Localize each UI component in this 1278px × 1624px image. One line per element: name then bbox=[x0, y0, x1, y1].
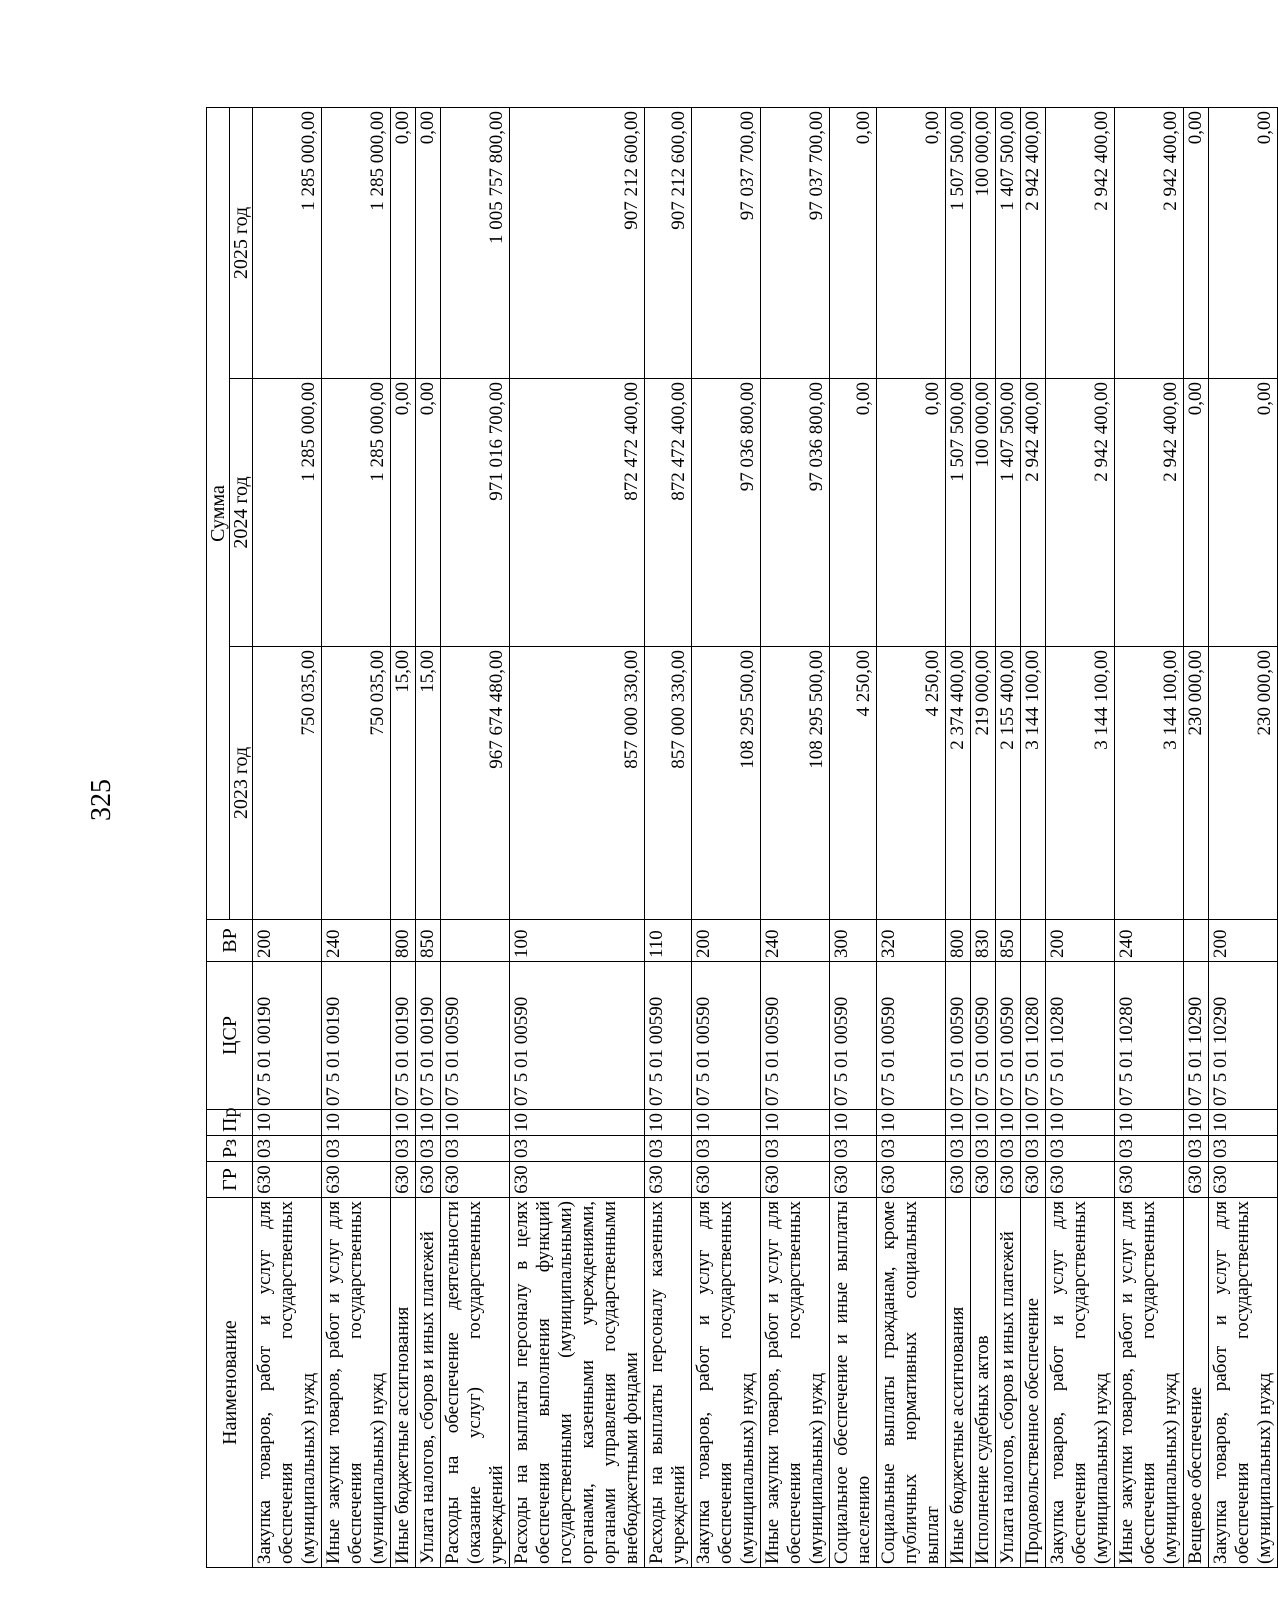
row-sum-2025: 97 037 700,00 bbox=[692, 107, 761, 378]
table-row bbox=[946, 107, 971, 1567]
row-vr: 800 bbox=[391, 920, 416, 962]
row-pr: 10 bbox=[1046, 1110, 1115, 1136]
row-sum-2024: 0,00 bbox=[877, 379, 946, 647]
row-sum-2023: 967 674 480,00 bbox=[441, 647, 510, 920]
row-rz: 03 bbox=[761, 1136, 830, 1162]
row-vr: 200 bbox=[1209, 920, 1278, 962]
row-sum-2025: 0,00 bbox=[391, 107, 416, 378]
header-sum: Сумма bbox=[207, 107, 230, 919]
row-csr: 07 5 01 00190 bbox=[416, 962, 441, 1110]
row-rz: 03 bbox=[946, 1136, 971, 1162]
row-name: Социальное обеспечение и иные выплаты населению bbox=[830, 1198, 877, 1568]
row-vr: 200 bbox=[1046, 920, 1115, 962]
row-sum-2025: 0,00 bbox=[830, 107, 877, 378]
row-sum-2024: 971 016 700,00 bbox=[441, 379, 510, 647]
table-row bbox=[510, 107, 645, 1567]
row-sum-2025: 2 942 400,00 bbox=[1046, 107, 1115, 378]
row-gr: 630 bbox=[996, 1162, 1021, 1198]
row-sum-2025: 0,00 bbox=[416, 107, 441, 378]
row-vr: 240 bbox=[322, 920, 391, 962]
row-rz: 03 bbox=[441, 1136, 510, 1162]
row-sum-2024: 872 472 400,00 bbox=[510, 379, 645, 647]
row-name: Социальные выплаты гражданам, кроме публичных нормативных социальных выплат bbox=[877, 1198, 946, 1568]
row-pr: 10 bbox=[1209, 1110, 1278, 1136]
row-rz: 03 bbox=[1115, 1136, 1184, 1162]
row-sum-2025: 1 285 000,00 bbox=[253, 107, 322, 378]
row-vr: 200 bbox=[692, 920, 761, 962]
row-gr: 630 bbox=[1046, 1162, 1115, 1198]
row-sum-2024: 0,00 bbox=[1184, 379, 1209, 647]
row-pr: 10 bbox=[877, 1110, 946, 1136]
row-csr: 07 5 01 10290 bbox=[1209, 962, 1278, 1110]
row-sum-2025: 1 407 500,00 bbox=[996, 107, 1021, 378]
row-name: Иные бюджетные ассигнования bbox=[391, 1198, 416, 1568]
row-name: Расходы на обеспечение деятельности (оказание услуг) государственных учреждений bbox=[441, 1198, 510, 1568]
row-rz: 03 bbox=[830, 1136, 877, 1162]
row-pr: 10 bbox=[1021, 1110, 1046, 1136]
row-name: Закупка товаров, работ и услуг для обеспечения государственных (муниципальных) нужд bbox=[253, 1198, 322, 1568]
table-row bbox=[1046, 107, 1115, 1567]
row-vr: 110 bbox=[645, 920, 692, 962]
row-name: Уплата налогов, сборов и иных платежей bbox=[996, 1198, 1021, 1568]
row-name: Иные закупки товаров, работ и услуг для обеспечения государственных (муниципальных) нужд bbox=[1115, 1198, 1184, 1568]
row-name: Исполнение судебных актов bbox=[971, 1198, 996, 1568]
header-csr: ЦСР bbox=[207, 962, 253, 1110]
table-row bbox=[645, 107, 692, 1567]
table-row bbox=[441, 107, 510, 1567]
row-sum-2024: 0,00 bbox=[391, 379, 416, 647]
row-sum-2025: 100 000,00 bbox=[971, 107, 996, 378]
row-pr: 10 bbox=[830, 1110, 877, 1136]
row-pr: 10 bbox=[692, 1110, 761, 1136]
row-sum-2024: 1 285 000,00 bbox=[322, 379, 391, 647]
table-body bbox=[253, 107, 1278, 1567]
row-name: Иные бюджетные ассигнования bbox=[946, 1198, 971, 1568]
row-sum-2024: 100 000,00 bbox=[971, 379, 996, 647]
row-sum-2023: 15,00 bbox=[391, 647, 416, 920]
row-sum-2023: 15,00 bbox=[416, 647, 441, 920]
row-gr: 630 bbox=[416, 1162, 441, 1198]
row-sum-2024: 2 942 400,00 bbox=[1046, 379, 1115, 647]
row-gr: 630 bbox=[946, 1162, 971, 1198]
row-rz: 03 bbox=[416, 1136, 441, 1162]
table-row bbox=[996, 107, 1021, 1567]
row-csr: 07 5 01 00590 bbox=[830, 962, 877, 1110]
row-sum-2025: 0,00 bbox=[1184, 107, 1209, 378]
table-row bbox=[830, 107, 877, 1567]
row-sum-2025: 2 942 400,00 bbox=[1021, 107, 1046, 378]
row-name: Закупка товаров, работ и услуг для обеспечения государственных (муниципальных) нужд bbox=[1046, 1198, 1115, 1568]
row-csr: 07 5 01 00590 bbox=[645, 962, 692, 1110]
row-sum-2025: 1 507 500,00 bbox=[946, 107, 971, 378]
row-sum-2025: 1 005 757 800,00 bbox=[441, 107, 510, 378]
table-row bbox=[1115, 107, 1184, 1567]
row-sum-2024: 0,00 bbox=[416, 379, 441, 647]
row-vr bbox=[1184, 920, 1209, 962]
rotated-page-content bbox=[206, 108, 1275, 1568]
row-csr: 07 5 01 00590 bbox=[996, 962, 1021, 1110]
row-rz: 03 bbox=[253, 1136, 322, 1162]
row-vr: 240 bbox=[761, 920, 830, 962]
table-row bbox=[253, 107, 322, 1567]
row-rz: 03 bbox=[1046, 1136, 1115, 1162]
row-sum-2024: 0,00 bbox=[1209, 379, 1278, 647]
header-name: Наименование bbox=[207, 1198, 253, 1568]
row-gr: 630 bbox=[877, 1162, 946, 1198]
row-gr: 630 bbox=[971, 1162, 996, 1198]
row-name: Закупка товаров, работ и услуг для обеспечения государственных (муниципальных) нужд bbox=[692, 1198, 761, 1568]
header-pr: Пр bbox=[207, 1110, 253, 1136]
header-gr: ГР bbox=[207, 1162, 253, 1198]
row-csr: 07 5 01 10290 bbox=[1184, 962, 1209, 1110]
header-2025: 2025 год bbox=[230, 107, 253, 378]
row-sum-2024: 1 407 500,00 bbox=[996, 379, 1021, 647]
row-rz: 03 bbox=[645, 1136, 692, 1162]
row-sum-2025: 97 037 700,00 bbox=[761, 107, 830, 378]
row-csr: 07 5 01 00590 bbox=[946, 962, 971, 1110]
row-rz: 03 bbox=[1021, 1136, 1046, 1162]
row-pr: 10 bbox=[1115, 1110, 1184, 1136]
row-gr: 630 bbox=[322, 1162, 391, 1198]
row-sum-2023: 750 035,00 bbox=[322, 647, 391, 920]
row-pr: 10 bbox=[322, 1110, 391, 1136]
row-gr: 630 bbox=[692, 1162, 761, 1198]
row-csr: 07 5 01 00190 bbox=[391, 962, 416, 1110]
row-rz: 03 bbox=[692, 1136, 761, 1162]
row-rz: 03 bbox=[877, 1136, 946, 1162]
row-sum-2023: 108 295 500,00 bbox=[692, 647, 761, 920]
row-pr: 10 bbox=[391, 1110, 416, 1136]
row-csr: 07 5 01 00590 bbox=[971, 962, 996, 1110]
row-csr: 07 5 01 00190 bbox=[253, 962, 322, 1110]
row-rz: 03 bbox=[1184, 1136, 1209, 1162]
table-row bbox=[692, 107, 761, 1567]
row-sum-2023: 3 144 100,00 bbox=[1046, 647, 1115, 920]
row-rz: 03 bbox=[322, 1136, 391, 1162]
row-gr: 630 bbox=[1184, 1162, 1209, 1198]
row-sum-2024: 2 942 400,00 bbox=[1115, 379, 1184, 647]
row-csr: 07 5 01 00590 bbox=[761, 962, 830, 1110]
header-vr: ВР bbox=[207, 920, 253, 962]
row-sum-2023: 3 144 100,00 bbox=[1021, 647, 1046, 920]
row-gr: 630 bbox=[1115, 1162, 1184, 1198]
table-row bbox=[322, 107, 391, 1567]
row-sum-2023: 2 155 400,00 bbox=[996, 647, 1021, 920]
row-vr: 850 bbox=[416, 920, 441, 962]
row-vr: 830 bbox=[971, 920, 996, 962]
row-vr bbox=[1021, 920, 1046, 962]
table-row bbox=[761, 107, 830, 1567]
row-sum-2023: 3 144 100,00 bbox=[1115, 647, 1184, 920]
row-gr: 630 bbox=[391, 1162, 416, 1198]
row-csr: 07 5 01 10280 bbox=[1115, 962, 1184, 1110]
budget-table bbox=[206, 107, 1278, 1568]
row-pr: 10 bbox=[416, 1110, 441, 1136]
row-vr bbox=[441, 920, 510, 962]
row-gr: 630 bbox=[441, 1162, 510, 1198]
row-sum-2023: 2 374 400,00 bbox=[946, 647, 971, 920]
row-rz: 03 bbox=[391, 1136, 416, 1162]
row-sum-2024: 1 507 500,00 bbox=[946, 379, 971, 647]
header-row bbox=[207, 107, 230, 1567]
row-sum-2024: 97 036 800,00 bbox=[692, 379, 761, 647]
row-csr: 07 5 01 00590 bbox=[692, 962, 761, 1110]
row-name: Расходы на выплаты персоналу казенных учреждений bbox=[645, 1198, 692, 1568]
row-sum-2023: 230 000,00 bbox=[1184, 647, 1209, 920]
header-2023: 2023 год bbox=[230, 647, 253, 920]
row-sum-2023: 108 295 500,00 bbox=[761, 647, 830, 920]
row-vr: 850 bbox=[996, 920, 1021, 962]
row-gr: 630 bbox=[645, 1162, 692, 1198]
table-row bbox=[1184, 107, 1209, 1567]
row-vr: 800 bbox=[946, 920, 971, 962]
row-csr: 07 5 01 00590 bbox=[510, 962, 645, 1110]
table-row bbox=[971, 107, 996, 1567]
header-rz: Рз bbox=[207, 1136, 253, 1162]
row-sum-2023: 857 000 330,00 bbox=[510, 647, 645, 920]
row-sum-2024: 0,00 bbox=[830, 379, 877, 647]
row-sum-2023: 230 000,00 bbox=[1209, 647, 1278, 920]
row-pr: 10 bbox=[253, 1110, 322, 1136]
row-pr: 10 bbox=[645, 1110, 692, 1136]
page-number: 325 bbox=[86, 779, 117, 821]
row-csr: 07 5 01 10280 bbox=[1021, 962, 1046, 1110]
row-name: Иные закупки товаров, работ и услуг для обеспечения государственных (муниципальных) нужд bbox=[322, 1198, 391, 1568]
row-rz: 03 bbox=[971, 1136, 996, 1162]
row-name: Уплата налогов, сборов и иных платежей bbox=[416, 1198, 441, 1568]
row-vr: 300 bbox=[830, 920, 877, 962]
row-pr: 10 bbox=[971, 1110, 996, 1136]
row-name: Закупка товаров, работ и услуг для обеспечения государственных (муниципальных) нужд bbox=[1209, 1198, 1278, 1568]
row-sum-2025: 1 285 000,00 bbox=[322, 107, 391, 378]
row-sum-2025: 907 212 600,00 bbox=[510, 107, 645, 378]
table-row bbox=[416, 107, 441, 1567]
table-row bbox=[1209, 107, 1278, 1567]
row-gr: 630 bbox=[761, 1162, 830, 1198]
row-pr: 10 bbox=[1184, 1110, 1209, 1136]
row-sum-2024: 1 285 000,00 bbox=[253, 379, 322, 647]
row-vr: 240 bbox=[1115, 920, 1184, 962]
row-rz: 03 bbox=[510, 1136, 645, 1162]
table-row bbox=[391, 107, 416, 1567]
row-pr: 10 bbox=[761, 1110, 830, 1136]
row-name: Вещевое обеспечение bbox=[1184, 1198, 1209, 1568]
row-pr: 10 bbox=[946, 1110, 971, 1136]
table-row bbox=[877, 107, 946, 1567]
row-gr: 630 bbox=[510, 1162, 645, 1198]
row-sum-2023: 4 250,00 bbox=[830, 647, 877, 920]
row-sum-2025: 0,00 bbox=[1209, 107, 1278, 378]
row-vr: 320 bbox=[877, 920, 946, 962]
row-gr: 630 bbox=[253, 1162, 322, 1198]
row-sum-2024: 872 472 400,00 bbox=[645, 379, 692, 647]
row-sum-2024: 2 942 400,00 bbox=[1021, 379, 1046, 647]
row-sum-2023: 857 000 330,00 bbox=[645, 647, 692, 920]
row-sum-2025: 2 942 400,00 bbox=[1115, 107, 1184, 378]
row-vr: 200 bbox=[253, 920, 322, 962]
row-sum-2023: 750 035,00 bbox=[253, 647, 322, 920]
table-header bbox=[207, 107, 253, 1567]
row-csr: 07 5 01 00590 bbox=[877, 962, 946, 1110]
table-row bbox=[1021, 107, 1046, 1567]
row-csr: 07 5 01 10280 bbox=[1046, 962, 1115, 1110]
row-gr: 630 bbox=[830, 1162, 877, 1198]
row-name: Иные закупки товаров, работ и услуг для обеспечения государственных (муниципальных) нужд bbox=[761, 1198, 830, 1568]
row-pr: 10 bbox=[441, 1110, 510, 1136]
row-rz: 03 bbox=[996, 1136, 1021, 1162]
row-gr: 630 bbox=[1209, 1162, 1278, 1198]
row-sum-2025: 0,00 bbox=[877, 107, 946, 378]
row-name: Расходы на выплаты персоналу в целях обеспечения выполнения функций государственными (муниципальными) органами, казенными учреждениями, органами управления государственными внебюджетными фондами bbox=[510, 1198, 645, 1568]
header-2024: 2024 год bbox=[230, 379, 253, 647]
row-sum-2025: 907 212 600,00 bbox=[645, 107, 692, 378]
row-pr: 10 bbox=[510, 1110, 645, 1136]
row-sum-2024: 97 036 800,00 bbox=[761, 379, 830, 647]
row-gr: 630 bbox=[1021, 1162, 1046, 1198]
row-sum-2023: 219 000,00 bbox=[971, 647, 996, 920]
row-pr: 10 bbox=[996, 1110, 1021, 1136]
row-sum-2023: 4 250,00 bbox=[877, 647, 946, 920]
row-name: Продовольственное обеспечение bbox=[1021, 1198, 1046, 1568]
row-csr: 07 5 01 00190 bbox=[322, 962, 391, 1110]
row-vr: 100 bbox=[510, 920, 645, 962]
row-csr: 07 5 01 00590 bbox=[441, 962, 510, 1110]
row-rz: 03 bbox=[1209, 1136, 1278, 1162]
